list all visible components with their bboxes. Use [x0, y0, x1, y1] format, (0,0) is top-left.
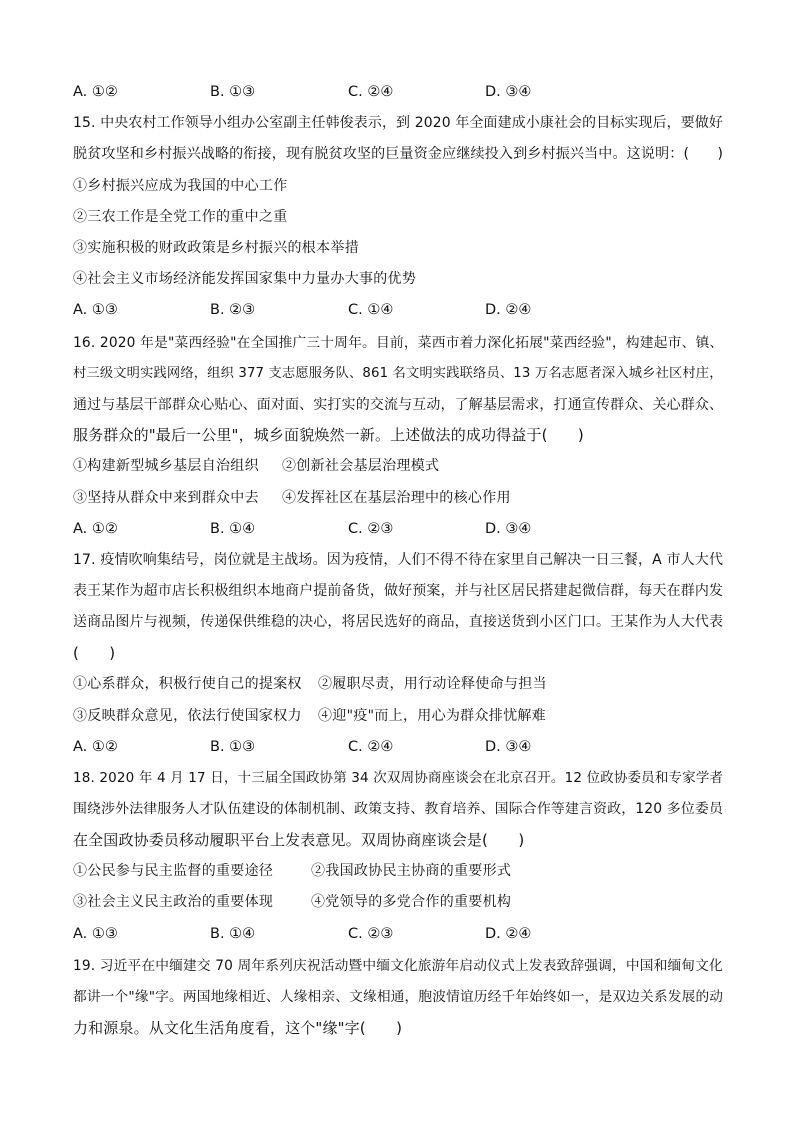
q14-option-d[interactable]: D. ③④ — [485, 84, 532, 100]
q15-statement-2: ②三农工作是全党工作的重中之重 — [73, 209, 288, 225]
q18-option-b[interactable]: B. ①④ — [210, 926, 256, 942]
q17-stem-line-4: ( ) — [73, 644, 116, 662]
q18-option-c[interactable]: C. ②③ — [348, 926, 394, 942]
q16-option-c[interactable]: C. ②③ — [348, 521, 394, 537]
q19-stem-line-3: 力和源泉。从文化生活角度看，这个"缘"字( ) — [73, 1019, 403, 1037]
q18-statement-4: ④党领导的多党合作的重要机构 — [311, 894, 512, 910]
q19-stem-line-2: 都讲一个"缘"字。两国地缘相近、人缘相亲、文缘相通，胞波情谊历经千年始终如一，是双边关系发展的动 — [73, 989, 724, 1005]
q16-option-d[interactable]: D. ③④ — [485, 521, 532, 537]
q16-option-a[interactable]: A. ①② — [73, 521, 118, 537]
q16-statement-2: ②创新社会基层治理模式 — [282, 458, 440, 474]
q18-stem-line-3: 在全国政协委员移动履职平台上发表意见。双周协商座谈会是( ) — [73, 831, 525, 849]
q15-option-c[interactable]: C. ①④ — [348, 302, 394, 318]
q19-stem-line-1: 19. 习近平在中缅建交 70 周年系列庆祝活动暨中缅文化旅游年启动仪式上发表致辞强调，中国和缅甸文化 — [73, 958, 723, 974]
q15-stem-line-1: 15. 中央农村工作领导小组办公室副主任韩俊表示，到 2020 年全面建成小康社会的目标实现后，要做好 — [73, 115, 724, 131]
q18-statement-2: ②我国政协民主协商的重要形式 — [311, 863, 512, 879]
q18-statement-3: ③社会主义民主政治的重要体现 — [73, 894, 274, 910]
q16-stem-line-1: 16. 2020 年是"菜西经验"在全国推广三十周年。目前，菜西市着力深化拓展"菜西经验"，构建起市、镇、 — [73, 335, 724, 351]
q17-stem-line-1: 17. 疫情吹响集结号，岗位就是主战场。因为疫情，人们不得不待在家里自己解决一日三餐，A 市人大代 — [73, 552, 724, 568]
q18-option-a[interactable]: A. ①③ — [73, 926, 118, 942]
q17-stem-line-3: 送商品图片与视频，传递保供维稳的决心，将居民选好的商品，直接送货到小区门口。王某作为人大代表 — [73, 614, 724, 630]
q15-option-a[interactable]: A. ①③ — [73, 302, 118, 318]
q15-option-b[interactable]: B. ②③ — [210, 302, 256, 318]
q18-stem-line-1: 18. 2020 年 4 月 17 日，十三届全国政协第 34 次双周协商座谈会在北京召开。12 位政协委员和专家学者 — [73, 770, 724, 786]
q14-option-b[interactable]: B. ①③ — [210, 84, 256, 100]
q17-statement-2: ②履职尽责，用行动诠释使命与担当 — [318, 676, 547, 692]
q16-statement-3: ③坚持从群众中来到群众中去 — [73, 490, 259, 506]
q15-statement-3: ③实施积极的财政政策是乡村振兴的根本举措 — [73, 240, 359, 256]
q16-option-b[interactable]: B. ①④ — [210, 521, 256, 537]
q14-option-a[interactable]: A. ①② — [73, 84, 118, 100]
q15-statement-1: ①乡村振兴应成为我国的中心工作 — [73, 178, 288, 194]
q16-statement-4: ④发挥社区在基层治理中的核心作用 — [282, 490, 511, 506]
q14-option-c[interactable]: C. ②④ — [348, 84, 394, 100]
q17-option-b[interactable]: B. ①③ — [210, 739, 256, 755]
q15-statement-4: ④社会主义市场经济能发挥国家集中力量办大事的优势 — [73, 271, 417, 287]
q17-statement-4: ④迎"疫"而上，用心为群众排忧解难 — [318, 708, 546, 724]
q16-stem-line-2: 村三级文明实践网络，组织 377 支志愿服务队、861 名文明实践联络员、13 万名志愿者深入城乡社区村庄， — [73, 366, 723, 381]
q16-stem-line-4: 服务群众的"最后一公里"，城乡面貌焕然一新。上述做法的成功得益于( ) — [73, 426, 584, 444]
q17-option-d[interactable]: D. ③④ — [485, 739, 532, 755]
q15-option-d[interactable]: D. ②④ — [485, 302, 532, 318]
q17-option-a[interactable]: A. ①② — [73, 739, 118, 755]
q16-stem-line-3: 通过与基层干部群众心贴心、面对面、实打实的交流与互动，了解基层需求，打通宣传群众、关心群众、 — [73, 397, 724, 413]
q15-stem-line-2: 脱贫攻坚和乡村振兴战略的衔接，现有脱贫攻坚的巨量资金应继续投入到乡村振兴当中。这说明：( ) — [73, 146, 724, 162]
q18-option-d[interactable]: D. ②④ — [485, 926, 532, 942]
q16-statement-1: ①构建新型城乡基层自治组织 — [73, 458, 259, 474]
q17-statement-3: ③反映群众意见，依法行使国家权力 — [73, 708, 302, 724]
q17-stem-line-2: 表王某作为超市店长积极组织本地商户提前备货，做好预案，并与社区居民搭建起微信群，每天在群内发 — [73, 583, 724, 599]
q18-stem-line-2: 围绕涉外法律服务人才队伍建设的体制机制、政策支持、教育培养、国际合作等建言资政，120 多位委员 — [73, 801, 724, 817]
q17-statement-1: ①心系群众，积极行使自己的提案权 — [73, 676, 302, 692]
q18-statement-1: ①公民参与民主监督的重要途径 — [73, 863, 274, 879]
q17-option-c[interactable]: C. ②④ — [348, 739, 394, 755]
